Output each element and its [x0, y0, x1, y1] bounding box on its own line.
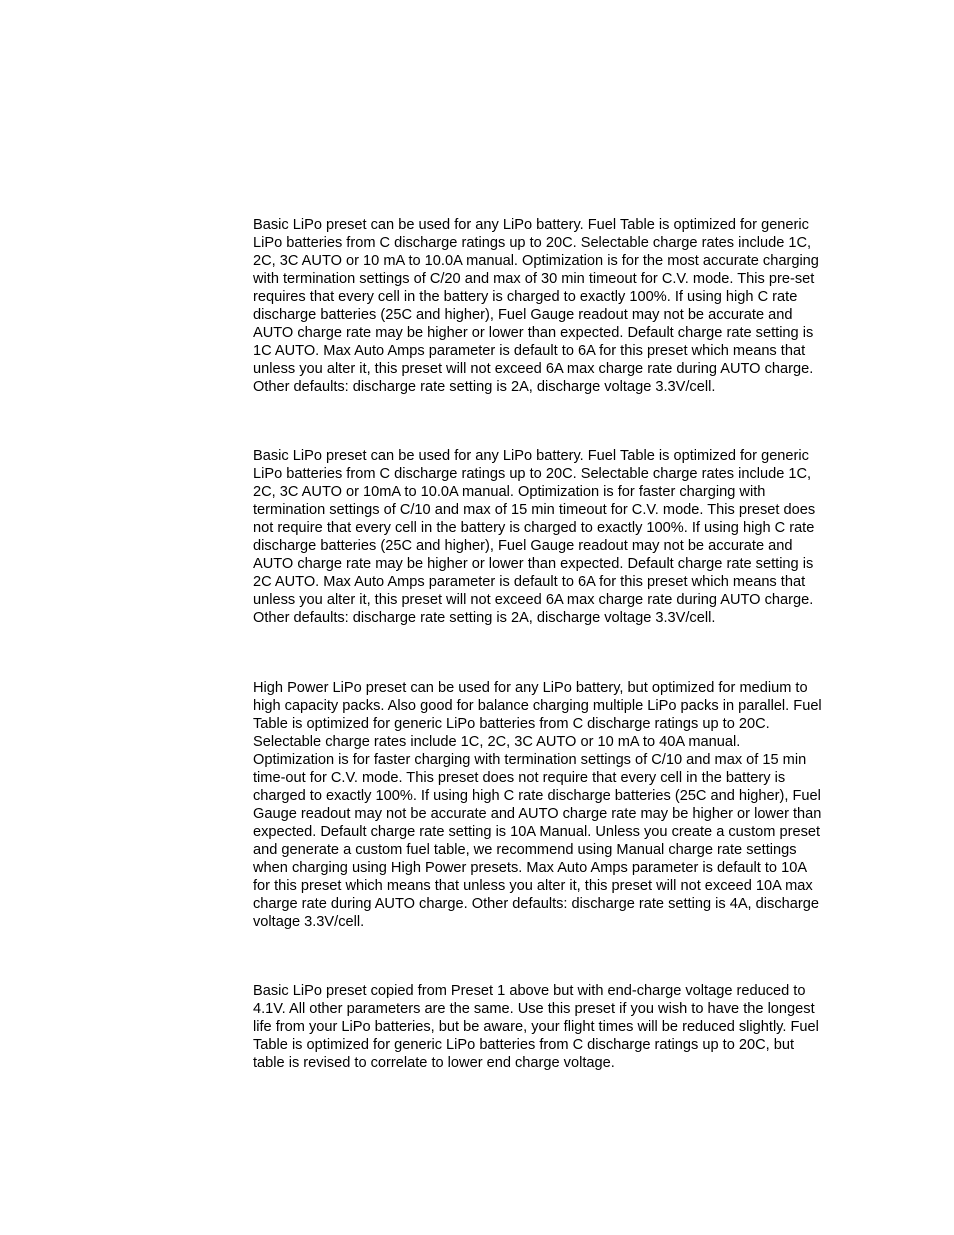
preset-description-paragraph: Basic LiPo preset can be used for any LiPo battery. Fuel Table is optimized for generic LiPo batteries from C discharge ratings up to 20C. Selectable charge rates include 1C, 2C, 3C AUTO or 10mA to 10.0A manual. Optimization is for faster charging with termination settings of C/10 and max of 15 min timeout for C.V. mode. This preset does not require that every cell in the battery is charged to exactly 100%. If using high C rate discharge batteries (25C and higher), Fuel Gauge readout may not be accurate and AUTO charge rate may be higher or lower than expected. Default charge rate setting is 2C AUTO. Max Auto Amps parameter is default to 6A for this preset which means that unless you alter it, this preset will not exceed 6A max charge rate during AUTO charge. Other defaults: discharge rate setting is 2A, discharge voltage 3.3V/cell.	[253, 448, 816, 626]
preset-description-paragraph: High Power LiPo preset can be used for any LiPo battery, but optimized for medium to high capacity packs. Also good for balance charging multiple LiPo packs in parallel. Fuel Table is optimized for generic LiPo batteries from C discharge ratings up to 20C. Selectable charge rates include 1C, 2C, 3C AUTO or 10 mA to 40A manual. Optimization is for faster charging with termination settings of C/10 and max of 15 min time-out for C.V. mode. This preset does not require that every cell in the battery is charged to exactly 100%. If using high C rate discharge batteries (25C and higher), Fuel Gauge readout may not be accurate and AUTO charge rate may be higher or lower than expected. Default charge rate setting is 10A Manual. Unless you create a custom preset and generate a custom fuel table, we recommend using Manual charge rate settings when charging using High Power presets. Max Auto Amps parameter is default to 10A for this preset which means that unless you alter it, this preset will not exceed 10A max charge rate during AUTO charge. Other defaults: discharge rate setting is 4A, discharge voltage 3.3V/cell.	[253, 680, 822, 930]
preset-description-paragraph: Basic LiPo preset copied from Preset 1 above but with end-charge voltage reduced to 4.1V. All other parameters are the same. Use this preset if you wish to have the longest life from your LiPo batteries, but be aware, your flight times will be reduced slightly. Fuel Table is optimized for generic LiPo batteries from C discharge ratings up to 20C, but table is revised to correlate to lower end charge voltage.	[253, 983, 819, 1071]
preset-description-paragraph: Basic LiPo preset can be used for any LiPo battery. Fuel Table is optimized for generic LiPo batteries from C discharge ratings up to 20C. Selectable charge rates include 1C, 2C, 3C AUTO or 10 mA to 10.0A manual. Optimization is for the most accurate charging with termination settings of C/20 and max of 30 min timeout for C.V. mode. This pre-set requires that every cell in the battery is charged to exactly 100%. If using high C rate discharge batteries (25C and higher), Fuel Gauge readout may not be accurate and AUTO charge rate may be higher or lower than expected. Default charge rate setting is 1C AUTO. Max Auto Amps parameter is default to 6A for this preset which means that unless you alter it, this preset will not exceed 6A max charge rate during AUTO charge. Other defaults: discharge rate setting is 2A, discharge voltage 3.3V/cell.	[253, 217, 819, 395]
